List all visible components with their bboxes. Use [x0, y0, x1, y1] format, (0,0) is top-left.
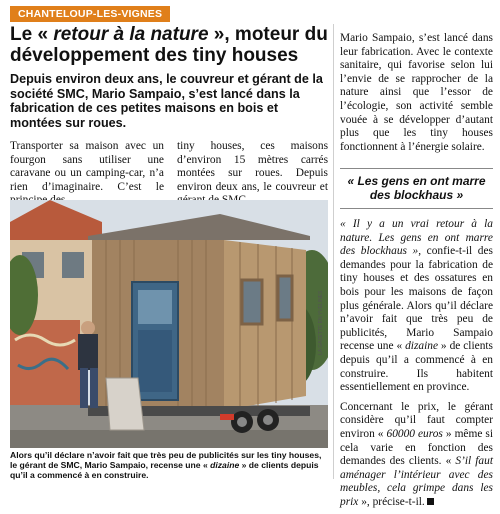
section-rubric: CHANTELOUP-LES-VIGNES: [10, 6, 170, 22]
headline-quote: retour à la nature: [53, 24, 209, 45]
intertitle: « Les gens en ont marre des blockhaus »: [340, 168, 493, 209]
column-divider: [333, 24, 334, 479]
article-photo: [10, 200, 328, 448]
end-of-article-mark: [427, 498, 434, 505]
body-column-4: [340, 218, 493, 514]
photo-credit: LA GAZETTE EN YVELINES: [318, 290, 324, 355]
article-headline: Le « retour à la nature », moteur du développement des tiny houses: [10, 24, 328, 66]
paragraph-quote: « Il y a un vrai retour à la nature. Les gens en ont marre des blockhaus », confie-t-il des demandes pour la fabrication de tiny houses et des ossatures en bois pour les maisons de façon plus générale. Alors qu’il déclare n’avoir fait que très peu de publicités, Mario Sampaio recense une « dizaine » de clients depuis qu’il a commencé à en construire. Ils habitent essentiellement en province.: [340, 218, 493, 394]
article-lede: Depuis environ deux ans, le couvreur et gérant de la société SMC, Mario Sampaio, s’est lancé dans la fabrication de ces petites maisons en bois et montées sur roues.: [10, 72, 323, 130]
body-column-2: tiny houses, ces maisons d’environ 15 mètres carrés montées sur roues. Depuis environ deux ans, le couvreur et: [177, 140, 328, 193]
tiny-house-illustration: [10, 200, 328, 448]
photo-caption: Alors qu’il déclare n’avoir fait que très peu de publicités sur les tiny houses, le gérant de SMC, Mario Sampaio, recense une « dizaine » de clients depuis qu’il a commencé à en construire.: [10, 450, 322, 481]
body-column-1: Transporter sa maison avec un fourgon sans utiliser une caravane ou un camping-car, n’a rien d’imaginaire. C’est le: [10, 140, 164, 193]
paragraph-price: Concernant le prix, le gérant considère qu’il faut compter environ « 60000 euros » même si cela varie en fonction des demandes des clients. « S’il faut aménager l’intérieur avec des meubles, cela grimpe dans les prix », précise-t-il.: [340, 400, 494, 508]
body-column-3: Mario Sampaio, s’est lancé dans leur fabrication. Avec le contexte sanitaire, qui favorise selon lui l’envie de se rapprocher de la nature ainsi que l’essor de l’écologie, son activité semble vouée à se développer d’autant plus que les tiny houses fonctionnent à l’énergie solaire.: [340, 32, 493, 153]
